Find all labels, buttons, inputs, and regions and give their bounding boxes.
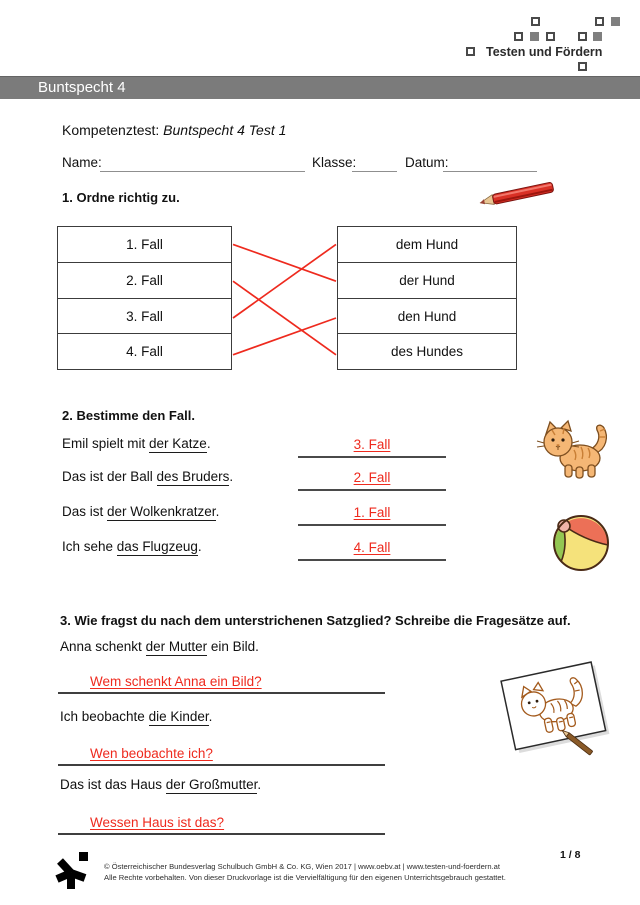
task2-answer-line	[298, 504, 446, 526]
underlined-part: der Wolkenkratzer	[107, 504, 216, 519]
task2-sentence	[62, 469, 233, 484]
underlined-part: der Katze	[149, 436, 207, 451]
task3-answer-line	[58, 813, 385, 835]
sentence-post: .	[257, 777, 262, 792]
sentence-post: .	[215, 504, 220, 519]
task2-answer-line	[298, 539, 446, 561]
subtitle-label: Kompetenztest:	[62, 122, 164, 138]
cat-illustration	[536, 417, 618, 481]
sentence-post: ein Bild.	[207, 639, 259, 654]
brand-square-icon	[593, 32, 602, 41]
answer-text: 3. Fall	[353, 437, 391, 452]
subtitle-value: Buntspecht 4 Test 1	[163, 122, 287, 138]
page-title: Buntspecht 4	[38, 79, 126, 96]
match-connection-line	[233, 281, 336, 355]
underlined-part: die Kinder	[148, 709, 209, 724]
brand-square-icon	[578, 32, 587, 41]
brand-square-icon	[514, 32, 523, 41]
brand-square-icon	[546, 32, 555, 41]
brand-square-icon	[611, 17, 620, 26]
title-bar	[0, 76, 640, 99]
answer-text: 4. Fall	[353, 540, 391, 555]
task2-heading: 2. Bestimme den Fall.	[62, 408, 195, 423]
datum-label: Datum:	[405, 155, 449, 170]
name-label: Name:	[62, 155, 102, 170]
sentence-pre: Ich sehe	[62, 539, 117, 554]
brand-wordmark: Testen und Fördern	[486, 45, 603, 59]
sentence-post: .	[197, 539, 202, 554]
sentence-pre: Emil spielt mit	[62, 436, 150, 451]
tiger-drawing-illustration	[494, 653, 612, 765]
name-blank	[100, 153, 305, 172]
underlined-part: der Mutter	[145, 639, 208, 654]
match-left-box: 4. Fall	[57, 333, 232, 370]
klasse-label: Klasse:	[312, 155, 357, 170]
student-fields	[0, 153, 640, 173]
answer-text: 2. Fall	[353, 470, 391, 485]
sentence-post: .	[208, 709, 213, 724]
answer-text: Wessen Haus ist das?	[90, 815, 225, 830]
match-right-box: den Hund	[337, 298, 517, 335]
sentence-post: .	[229, 469, 234, 484]
page-number: 1 / 8	[560, 849, 581, 861]
footer-copyright	[104, 861, 534, 883]
match-connection-line	[233, 244, 336, 318]
test-subtitle	[62, 122, 286, 138]
brand-square-icon	[595, 17, 604, 26]
task3-sentence	[60, 777, 261, 792]
brand-square-icon	[530, 32, 539, 41]
brand-square-icon	[578, 62, 587, 71]
underlined-part: des Bruders	[156, 469, 230, 484]
sentence-pre: Ich beobachte	[60, 709, 149, 724]
sentence-pre: Das ist	[62, 504, 108, 519]
klasse-blank	[352, 153, 397, 172]
sentence-post: .	[206, 436, 211, 451]
brand-square-icon	[531, 17, 540, 26]
sentence-pre: Anna schenkt	[60, 639, 146, 654]
sentence-pre: Das ist das Haus	[60, 777, 166, 792]
footer-line2: Alle Rechte vorbehalten. Von dieser Druckvorlage ist die Vervielfältigung für den eigenen Unterrichtsgebrauch gestattet.	[104, 873, 506, 882]
answer-text: Wem schenkt Anna ein Bild?	[90, 674, 262, 689]
task2-answer-line	[298, 469, 446, 491]
match-left-box: 1. Fall	[57, 226, 232, 263]
task2-answer-line	[298, 436, 446, 458]
answer-text: 1. Fall	[353, 505, 391, 520]
match-right-column	[337, 226, 517, 370]
footer-line1: © Österreichischer Bundesverlag Schulbuch GmbH & Co. KG, Wien 2017 | www.oebv.at | www.testen-und-foerdern.at	[104, 862, 501, 871]
task3-sentence	[60, 639, 259, 654]
red-pencil-illustration	[475, 180, 560, 212]
match-connection-line	[233, 244, 336, 281]
match-left-column	[57, 226, 232, 370]
sentence-pre: Das ist der Ball	[62, 469, 157, 484]
match-right-box: des Hundes	[337, 333, 517, 370]
publisher-logo	[53, 851, 91, 893]
task2-sentence	[62, 504, 219, 519]
match-left-box: 3. Fall	[57, 298, 232, 335]
task3-heading: 3. Wie fragst du nach dem unterstrichenen Satzglied? Schreibe die Fragesätze auf.	[60, 613, 571, 628]
task2-sentence	[62, 436, 211, 451]
beach-ball-illustration	[548, 512, 616, 574]
task1-heading: 1. Ordne richtig zu.	[62, 190, 180, 205]
task3-sentence	[60, 709, 212, 724]
datum-blank	[443, 153, 537, 172]
task3-answer-line	[58, 672, 385, 694]
underlined-part: das Flugzeug	[116, 539, 198, 554]
match-right-box: dem Hund	[337, 226, 517, 263]
answer-text: Wen beobachte ich?	[90, 746, 213, 761]
task3-answer-line	[58, 744, 385, 766]
match-left-box: 2. Fall	[57, 262, 232, 299]
brand-square-icon	[466, 47, 475, 56]
match-right-box: der Hund	[337, 262, 517, 299]
matching-exercise	[57, 226, 517, 374]
match-connection-line	[233, 318, 336, 355]
task2-sentence	[62, 539, 202, 554]
underlined-part: der Großmutter	[165, 777, 258, 792]
